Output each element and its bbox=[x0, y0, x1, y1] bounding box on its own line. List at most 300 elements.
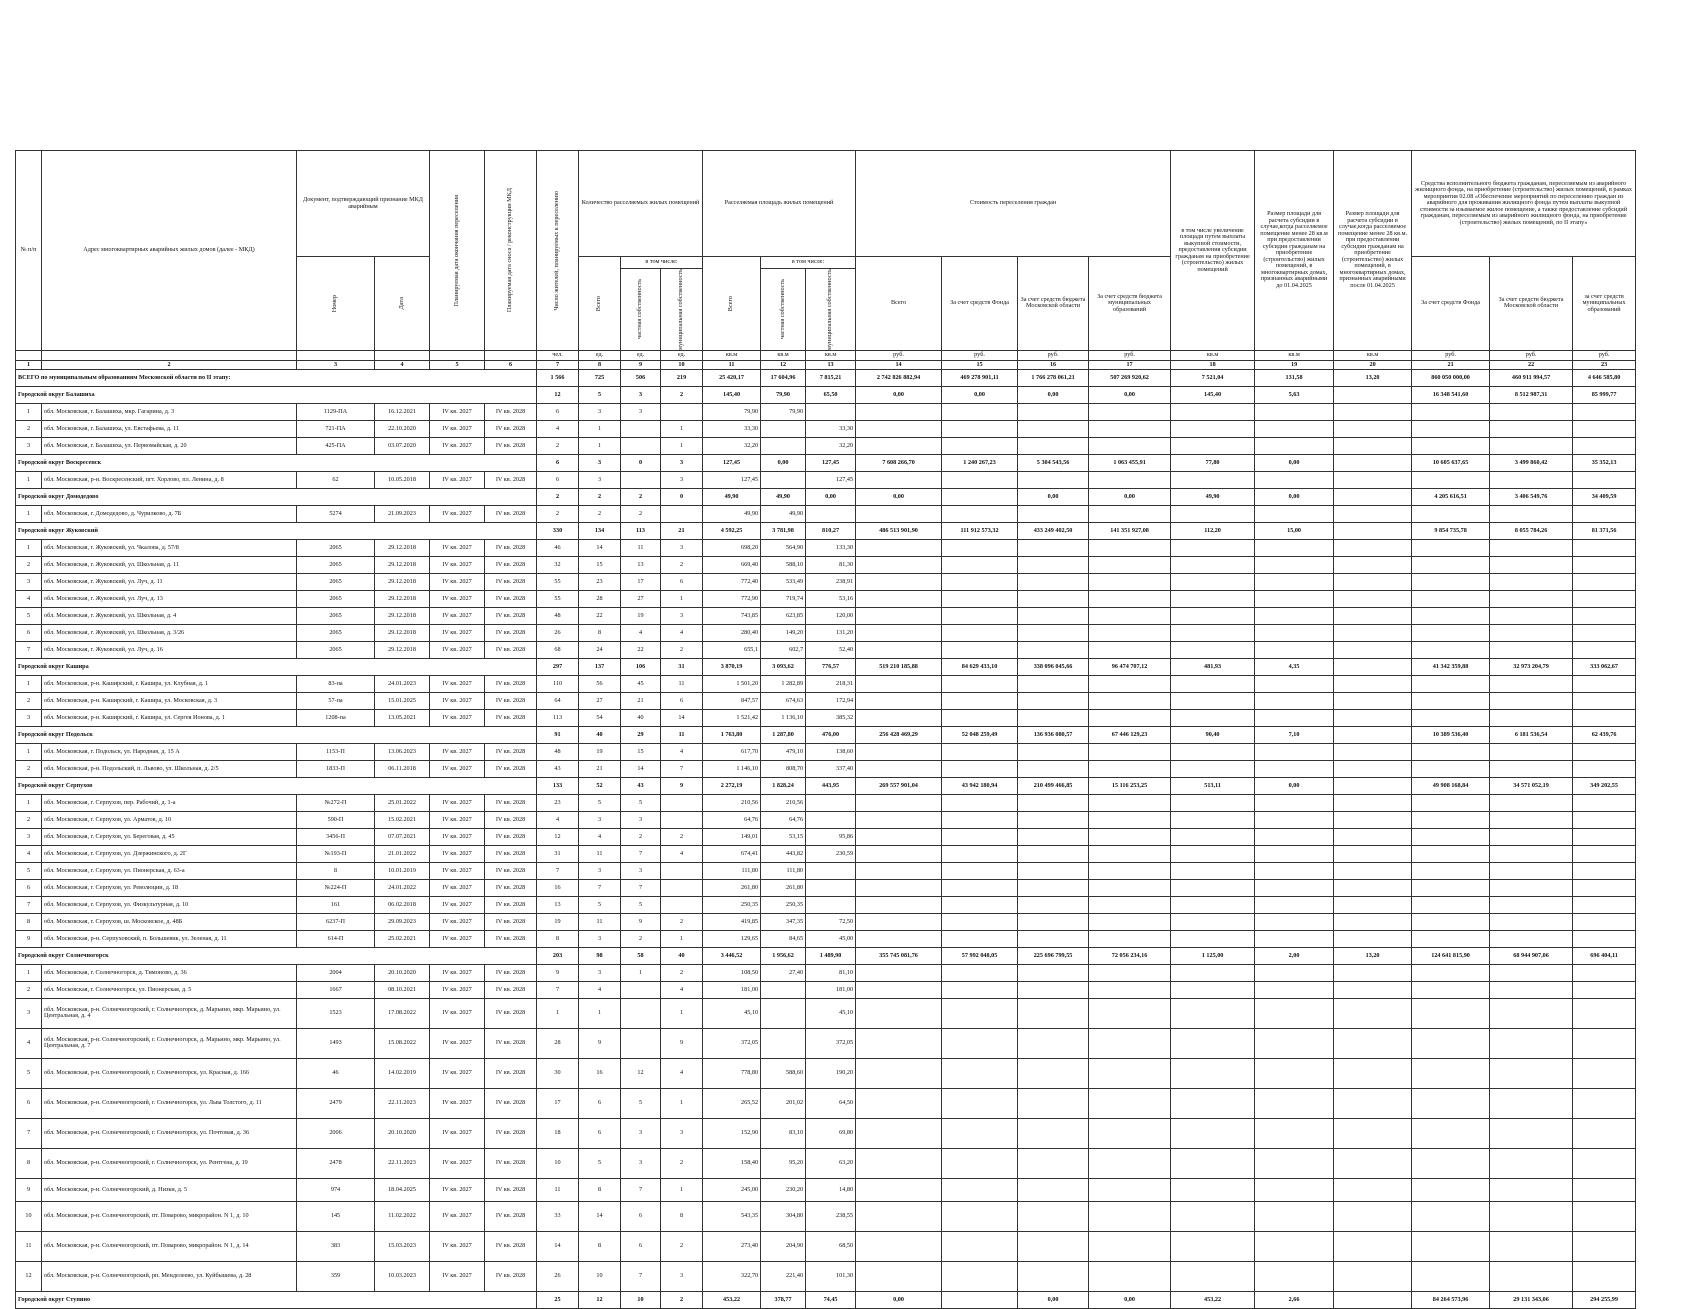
value-cell bbox=[761, 437, 806, 454]
address-cell: обл. Московская, р-н. Солнечногорский, г. Солнечногорск, д. Марьино, мкр. Марьино, ул. Центральная, д. 4 bbox=[42, 998, 297, 1028]
value-cell: 17 bbox=[537, 1088, 579, 1118]
empty-cell bbox=[1171, 1028, 1255, 1058]
empty-cell bbox=[1018, 1261, 1089, 1291]
summary-value-cell: 810,27 bbox=[806, 522, 856, 539]
empty-cell bbox=[1412, 607, 1490, 624]
column-number-cell: 23 bbox=[1573, 360, 1636, 369]
empty-cell bbox=[1490, 590, 1573, 607]
value-cell: 3 bbox=[621, 811, 661, 828]
empty-cell bbox=[1018, 794, 1089, 811]
summary-value-cell: 9 bbox=[661, 777, 703, 794]
value-cell bbox=[806, 879, 856, 896]
value-cell: 4 bbox=[537, 811, 579, 828]
empty-cell bbox=[942, 590, 1018, 607]
document-number-cell: 1208-па bbox=[297, 709, 375, 726]
address-cell: обл. Московская, г. Жуковский, ул. Луч, д. 11 bbox=[42, 573, 297, 590]
value-cell: 210,56 bbox=[703, 794, 761, 811]
address-cell: обл. Московская, р-н. Каширский, г. Кашира, ул. Клубная, д. 1 bbox=[42, 675, 297, 692]
empty-cell bbox=[1334, 1118, 1412, 1148]
table-row bbox=[16, 1088, 1636, 1118]
row-number-cell: 8 bbox=[16, 913, 42, 930]
summary-value-cell: 40 bbox=[579, 726, 621, 743]
column-number-cell: 14 bbox=[856, 360, 942, 369]
value-cell: 1 136,10 bbox=[761, 709, 806, 726]
empty-cell bbox=[1018, 539, 1089, 556]
summary-value-cell: 0,00 bbox=[806, 488, 856, 505]
summary-value-cell: 0,00 bbox=[856, 1291, 942, 1308]
value-cell: 53,16 bbox=[806, 590, 856, 607]
empty-cell bbox=[1334, 981, 1412, 998]
empty-cell bbox=[1255, 1261, 1334, 1291]
table-row bbox=[16, 930, 1636, 947]
empty-cell bbox=[1573, 1148, 1636, 1178]
empty-cell bbox=[1573, 590, 1636, 607]
empty-cell bbox=[856, 624, 942, 641]
value-cell: 181,00 bbox=[806, 981, 856, 998]
address-cell: обл. Московская, р-н. Солнечногорский, г. Солнечногорск, ул. Почтовая, д. 36 bbox=[42, 1118, 297, 1148]
value-cell: 15 bbox=[621, 743, 661, 760]
value-cell: 4 bbox=[579, 828, 621, 845]
row-number-cell: 5 bbox=[16, 1058, 42, 1088]
empty-cell bbox=[1255, 743, 1334, 760]
value-cell: 26 bbox=[537, 624, 579, 641]
summary-value-cell: 0,00 bbox=[1255, 454, 1334, 471]
empty-cell bbox=[942, 1088, 1018, 1118]
empty-cell bbox=[942, 641, 1018, 658]
value-cell: 19 bbox=[537, 913, 579, 930]
empty-cell bbox=[1089, 811, 1171, 828]
planned-end-cell: IV кв. 2027 bbox=[430, 913, 485, 930]
value-cell: 152,90 bbox=[703, 1118, 761, 1148]
header-planned-demolition bbox=[485, 151, 537, 351]
value-cell bbox=[621, 437, 661, 454]
empty-cell bbox=[1490, 981, 1573, 998]
summary-value-cell: 84 629 433,10 bbox=[942, 658, 1018, 675]
value-cell: 14 bbox=[537, 1231, 579, 1261]
empty-cell bbox=[1171, 692, 1255, 709]
planned-end-cell: IV кв. 2027 bbox=[430, 539, 485, 556]
planned-end-cell: IV кв. 2027 bbox=[430, 675, 485, 692]
value-cell: 55 bbox=[537, 590, 579, 607]
empty-cell bbox=[1089, 692, 1171, 709]
summary-value-cell: 124 641 815,90 bbox=[1412, 947, 1490, 964]
summary-value-cell: 210 499 466,85 bbox=[1018, 777, 1089, 794]
empty-cell bbox=[1334, 794, 1412, 811]
value-cell: 68 bbox=[537, 641, 579, 658]
empty-cell bbox=[856, 675, 942, 692]
unit-cell bbox=[297, 350, 375, 360]
document-date-cell: 10.01.2019 bbox=[375, 862, 430, 879]
planned-end-cell: IV кв. 2027 bbox=[430, 930, 485, 947]
value-cell: 4 bbox=[661, 845, 703, 862]
empty-cell bbox=[856, 862, 942, 879]
document-date-cell: 15.01.2025 bbox=[375, 692, 430, 709]
summary-value-cell: 127,45 bbox=[806, 454, 856, 471]
value-cell: 2 bbox=[537, 505, 579, 522]
empty-cell bbox=[1490, 811, 1573, 828]
planned-end-cell: IV кв. 2027 bbox=[430, 828, 485, 845]
empty-cell bbox=[1573, 913, 1636, 930]
summary-value-cell: 17 604,96 bbox=[761, 369, 806, 386]
document-number-cell: 614-П bbox=[297, 930, 375, 947]
planned-demolition-cell: IV кв. 2028 bbox=[485, 420, 537, 437]
document-number-cell: 974 bbox=[297, 1178, 375, 1201]
summary-value-cell: 49,90 bbox=[1171, 488, 1255, 505]
summary-value-cell: 378,77 bbox=[761, 1291, 806, 1308]
header-cost-muni: За счет средств бюджета муниципальных образований bbox=[1089, 257, 1171, 351]
empty-cell bbox=[1412, 675, 1490, 692]
empty-cell bbox=[1255, 930, 1334, 947]
value-cell: 1 bbox=[537, 998, 579, 1028]
summary-value-cell: 860 050 000,00 bbox=[1412, 369, 1490, 386]
summary-value-cell: 52 048 259,49 bbox=[942, 726, 1018, 743]
empty-cell bbox=[1089, 862, 1171, 879]
value-cell: 101,30 bbox=[806, 1261, 856, 1291]
empty-cell bbox=[1334, 1261, 1412, 1291]
value-cell: 7 bbox=[621, 1261, 661, 1291]
municipality-name: Городской округ Ступино bbox=[16, 1291, 537, 1308]
empty-cell bbox=[1334, 998, 1412, 1028]
empty-cell bbox=[1412, 1028, 1490, 1058]
summary-value-cell: 10 605 637,65 bbox=[1412, 454, 1490, 471]
document-date-cell: 29.12.2018 bbox=[375, 539, 430, 556]
value-cell: 6 bbox=[579, 1118, 621, 1148]
empty-cell bbox=[1412, 828, 1490, 845]
value-cell: 81,30 bbox=[806, 556, 856, 573]
row-number-cell: 4 bbox=[16, 1028, 42, 1058]
document-date-cell: 25.01.2022 bbox=[375, 794, 430, 811]
document-number-cell: 425-ПА bbox=[297, 437, 375, 454]
document-number-cell: 46 bbox=[297, 1058, 375, 1088]
empty-cell bbox=[856, 1148, 942, 1178]
summary-value-cell: 6 bbox=[537, 454, 579, 471]
document-number-cell: 1153-П bbox=[297, 743, 375, 760]
empty-cell bbox=[1255, 794, 1334, 811]
summary-value-cell: 506 bbox=[621, 369, 661, 386]
empty-cell bbox=[1171, 675, 1255, 692]
empty-cell bbox=[1334, 675, 1412, 692]
address-cell: обл. Московская, г. Серпухов, ул. Арматов, д. 10 bbox=[42, 811, 297, 828]
empty-cell bbox=[1089, 505, 1171, 522]
empty-cell bbox=[1573, 879, 1636, 896]
document-number-cell: 6237-П bbox=[297, 913, 375, 930]
address-cell: обл. Московская, р-н. Каширский, г. Кашира, ул. Сергея Ионова, д. 1 bbox=[42, 709, 297, 726]
planned-end-cell: IV кв. 2027 bbox=[430, 607, 485, 624]
planned-demolition-cell: IV кв. 2028 bbox=[485, 692, 537, 709]
empty-cell bbox=[942, 471, 1018, 488]
summary-value-cell: 0,00 bbox=[1255, 488, 1334, 505]
value-cell: 3 bbox=[579, 964, 621, 981]
empty-cell bbox=[1334, 471, 1412, 488]
value-cell: 2 bbox=[537, 437, 579, 454]
value-cell: 64 bbox=[537, 692, 579, 709]
document-date-cell: 15.02.2021 bbox=[375, 811, 430, 828]
summary-value-cell: 1 240 267,23 bbox=[942, 454, 1018, 471]
empty-cell bbox=[1018, 964, 1089, 981]
empty-cell bbox=[1412, 556, 1490, 573]
summary-value-cell: 9 854 735,78 bbox=[1412, 522, 1490, 539]
empty-cell bbox=[1255, 675, 1334, 692]
header-c19: Размер площади для расчета субсидии в случае,когда расселяемое помещение менее 28 кв.м при предоставлении субсидии гражданам на приобретение (строительство) жилых помещений, в многоквартирных домах, признанных аварийными до 01.04.2025 bbox=[1255, 151, 1334, 351]
value-cell: 22 bbox=[621, 641, 661, 658]
empty-cell bbox=[1171, 1058, 1255, 1088]
planned-end-cell: IV кв. 2027 bbox=[430, 1028, 485, 1058]
summary-value-cell: 133 bbox=[537, 777, 579, 794]
summary-value-cell: 1 566 bbox=[537, 369, 579, 386]
address-cell: обл. Московская, р-н. Солнечногорский, рп. Менделеево, ул. Куйбышева, д. 28 bbox=[42, 1261, 297, 1291]
empty-cell bbox=[942, 1231, 1018, 1261]
empty-cell bbox=[1334, 624, 1412, 641]
document-number-cell: 590-П bbox=[297, 811, 375, 828]
value-cell: 45,10 bbox=[806, 998, 856, 1028]
summary-value-cell: 31 bbox=[661, 658, 703, 675]
address-cell: обл. Московская, г. Балашиха, ул. Первомайская, д. 20 bbox=[42, 437, 297, 454]
empty-cell bbox=[942, 828, 1018, 845]
value-cell: 49,90 bbox=[761, 505, 806, 522]
row-number-cell: 5 bbox=[16, 862, 42, 879]
summary-value-cell: 3 870,19 bbox=[703, 658, 761, 675]
row-number-cell: 2 bbox=[16, 692, 42, 709]
value-cell: 2 bbox=[579, 505, 621, 522]
empty-cell bbox=[1018, 403, 1089, 420]
document-date-cell: 08.10.2021 bbox=[375, 981, 430, 998]
empty-cell bbox=[1490, 505, 1573, 522]
document-date-cell: 06.02.2018 bbox=[375, 896, 430, 913]
value-cell: 33,30 bbox=[703, 420, 761, 437]
empty-cell bbox=[1490, 743, 1573, 760]
empty-cell bbox=[856, 1118, 942, 1148]
table-row bbox=[16, 692, 1636, 709]
summary-value-cell: 58 bbox=[621, 947, 661, 964]
column-number-cell: 6 bbox=[485, 360, 537, 369]
value-cell: 43 bbox=[537, 760, 579, 777]
empty-cell bbox=[942, 998, 1018, 1028]
empty-cell bbox=[1089, 590, 1171, 607]
summary-value-cell bbox=[1334, 726, 1412, 743]
value-cell: 9 bbox=[579, 1028, 621, 1058]
value-cell: 133,30 bbox=[806, 539, 856, 556]
summary-value-cell: 0,00 bbox=[1089, 1291, 1171, 1308]
value-cell: 16 bbox=[579, 1058, 621, 1088]
empty-cell bbox=[1255, 709, 1334, 726]
value-cell: 19 bbox=[579, 743, 621, 760]
value-cell: 2 bbox=[661, 1148, 703, 1178]
document-date-cell: 20.10.2020 bbox=[375, 1118, 430, 1148]
table-row bbox=[16, 879, 1636, 896]
empty-cell bbox=[856, 998, 942, 1028]
value-cell bbox=[761, 471, 806, 488]
header-planned-end-text: Планируемая дата окончания переселения bbox=[452, 194, 460, 307]
empty-cell bbox=[1334, 403, 1412, 420]
document-date-cell: 21.09.2023 bbox=[375, 505, 430, 522]
summary-value-cell: 519 210 185,88 bbox=[856, 658, 942, 675]
municipality-name: Городской округ Кашира bbox=[16, 658, 537, 675]
value-cell: 588,10 bbox=[761, 556, 806, 573]
value-cell: 674,63 bbox=[761, 692, 806, 709]
empty-cell bbox=[1334, 1058, 1412, 1088]
value-cell: 113 bbox=[537, 709, 579, 726]
header-rooms: Количество расселяемых жилых помещений bbox=[579, 151, 703, 257]
summary-value-cell bbox=[1334, 488, 1412, 505]
empty-cell bbox=[1255, 1178, 1334, 1201]
empty-cell bbox=[856, 556, 942, 573]
document-date-cell: 29.09.2023 bbox=[375, 913, 430, 930]
empty-cell bbox=[856, 1261, 942, 1291]
planned-demolition-cell: IV кв. 2028 bbox=[485, 539, 537, 556]
empty-cell bbox=[1573, 1118, 1636, 1148]
summary-value-cell: 5 304 543,56 bbox=[1018, 454, 1089, 471]
empty-cell bbox=[1255, 811, 1334, 828]
summary-value-cell: 5,63 bbox=[1255, 386, 1334, 403]
empty-cell bbox=[1490, 1178, 1573, 1201]
summary-value-cell: 8 512 987,31 bbox=[1490, 386, 1573, 403]
empty-cell bbox=[1412, 913, 1490, 930]
empty-cell bbox=[942, 420, 1018, 437]
planned-end-cell: IV кв. 2027 bbox=[430, 1261, 485, 1291]
document-date-cell: 13.06.2023 bbox=[375, 743, 430, 760]
value-cell: 210,56 bbox=[761, 794, 806, 811]
row-number-cell: 6 bbox=[16, 879, 42, 896]
empty-cell bbox=[1573, 505, 1636, 522]
empty-cell bbox=[856, 930, 942, 947]
planned-demolition-cell: IV кв. 2028 bbox=[485, 1201, 537, 1231]
value-cell: 2 bbox=[661, 556, 703, 573]
unit-cell: ед. bbox=[661, 350, 703, 360]
value-cell bbox=[661, 505, 703, 522]
summary-value-cell: 1 766 278 061,21 bbox=[1018, 369, 1089, 386]
value-cell: 6 bbox=[621, 1231, 661, 1261]
empty-cell bbox=[1255, 862, 1334, 879]
empty-cell bbox=[942, 879, 1018, 896]
empty-cell bbox=[1171, 862, 1255, 879]
document-number-cell: 2065 bbox=[297, 573, 375, 590]
summary-value-cell: 486 513 901,90 bbox=[856, 522, 942, 539]
empty-cell bbox=[942, 862, 1018, 879]
header-area: Расселяемая площадь жилых помещений bbox=[703, 151, 856, 257]
empty-cell bbox=[1490, 1261, 1573, 1291]
summary-value-cell: 1 956,62 bbox=[761, 947, 806, 964]
empty-cell bbox=[1412, 471, 1490, 488]
header-c21: За счет средств Фонда bbox=[1412, 257, 1490, 351]
value-cell: 347,35 bbox=[761, 913, 806, 930]
empty-cell bbox=[1089, 641, 1171, 658]
empty-cell bbox=[1255, 760, 1334, 777]
unit-cell: кв.м bbox=[1255, 350, 1334, 360]
summary-value-cell: 453,22 bbox=[1171, 1291, 1255, 1308]
empty-cell bbox=[1573, 1058, 1636, 1088]
empty-cell bbox=[1412, 624, 1490, 641]
summary-value-cell: 10 389 536,40 bbox=[1412, 726, 1490, 743]
municipality-name: Городской округ Воскресенск bbox=[16, 454, 537, 471]
value-cell: 772,90 bbox=[703, 590, 761, 607]
value-cell: 45,00 bbox=[806, 930, 856, 947]
empty-cell bbox=[1412, 1178, 1490, 1201]
empty-cell bbox=[856, 539, 942, 556]
table-row bbox=[16, 590, 1636, 607]
value-cell: 84,65 bbox=[761, 930, 806, 947]
summary-value-cell: 219 bbox=[661, 369, 703, 386]
value-cell: 69,80 bbox=[806, 1118, 856, 1148]
planned-end-cell: IV кв. 2027 bbox=[430, 709, 485, 726]
value-cell: 245,00 bbox=[703, 1178, 761, 1201]
empty-cell bbox=[856, 913, 942, 930]
empty-cell bbox=[1089, 709, 1171, 726]
planned-end-cell: IV кв. 2027 bbox=[430, 845, 485, 862]
planned-end-cell: IV кв. 2027 bbox=[430, 471, 485, 488]
header-planned-demolition-text: Планируемая дата сноса / реконструкции МКД bbox=[506, 188, 514, 313]
empty-cell bbox=[856, 964, 942, 981]
empty-cell bbox=[942, 1028, 1018, 1058]
empty-cell bbox=[1490, 913, 1573, 930]
empty-cell bbox=[1334, 1201, 1412, 1231]
value-cell: 2 bbox=[661, 913, 703, 930]
value-cell: 111,80 bbox=[761, 862, 806, 879]
empty-cell bbox=[1334, 964, 1412, 981]
empty-cell bbox=[1171, 607, 1255, 624]
empty-cell bbox=[1412, 403, 1490, 420]
value-cell: 4 bbox=[661, 743, 703, 760]
empty-cell bbox=[1255, 641, 1334, 658]
planned-demolition-cell: IV кв. 2028 bbox=[485, 879, 537, 896]
value-cell: 190,20 bbox=[806, 1058, 856, 1088]
municipality-name: Городской округ Солнечногорск bbox=[16, 947, 537, 964]
column-number-cell: 1 bbox=[16, 360, 42, 369]
empty-cell bbox=[1018, 437, 1089, 454]
value-cell: 6 bbox=[537, 403, 579, 420]
value-cell: 5 bbox=[579, 1148, 621, 1178]
document-date-cell: 22.11.2023 bbox=[375, 1148, 430, 1178]
empty-cell bbox=[856, 743, 942, 760]
empty-cell bbox=[1171, 1261, 1255, 1291]
empty-cell bbox=[942, 1178, 1018, 1201]
summary-value-cell: 725 bbox=[579, 369, 621, 386]
value-cell: 3 bbox=[579, 862, 621, 879]
summary-value-cell: 43 bbox=[621, 777, 661, 794]
unit-cell: кв.м bbox=[761, 350, 806, 360]
empty-cell bbox=[1171, 573, 1255, 590]
summary-value-cell: 112,20 bbox=[1171, 522, 1255, 539]
planned-demolition-cell: IV кв. 2028 bbox=[485, 505, 537, 522]
column-number-cell: 2 bbox=[42, 360, 297, 369]
value-cell: 83,10 bbox=[761, 1118, 806, 1148]
value-cell: 9 bbox=[661, 1028, 703, 1058]
planned-end-cell: IV кв. 2027 bbox=[430, 998, 485, 1028]
empty-cell bbox=[1255, 573, 1334, 590]
summary-value-cell: 57 992 048,05 bbox=[942, 947, 1018, 964]
value-cell bbox=[621, 471, 661, 488]
planned-end-cell: IV кв. 2027 bbox=[430, 420, 485, 437]
address-cell: обл. Московская, р-н. Солнечногорский, г. Солнечногорск, ул. Льва Толстого, д. 11 bbox=[42, 1088, 297, 1118]
value-cell: 19 bbox=[621, 607, 661, 624]
empty-cell bbox=[1255, 913, 1334, 930]
document-number-cell: 2065 bbox=[297, 539, 375, 556]
value-cell: 9 bbox=[621, 913, 661, 930]
empty-cell bbox=[1089, 556, 1171, 573]
empty-cell bbox=[1255, 505, 1334, 522]
empty-cell bbox=[1412, 539, 1490, 556]
empty-cell bbox=[1255, 624, 1334, 641]
value-cell bbox=[806, 811, 856, 828]
summary-value-cell: 67 446 129,23 bbox=[1089, 726, 1171, 743]
value-cell: 8 bbox=[579, 1178, 621, 1201]
unit-cell: кв.м bbox=[806, 350, 856, 360]
value-cell: 14,80 bbox=[806, 1178, 856, 1201]
empty-cell bbox=[1171, 1178, 1255, 1201]
row-number-cell: 3 bbox=[16, 437, 42, 454]
unit-cell: ед. bbox=[621, 350, 661, 360]
empty-cell bbox=[1089, 1088, 1171, 1118]
empty-cell bbox=[1171, 879, 1255, 896]
